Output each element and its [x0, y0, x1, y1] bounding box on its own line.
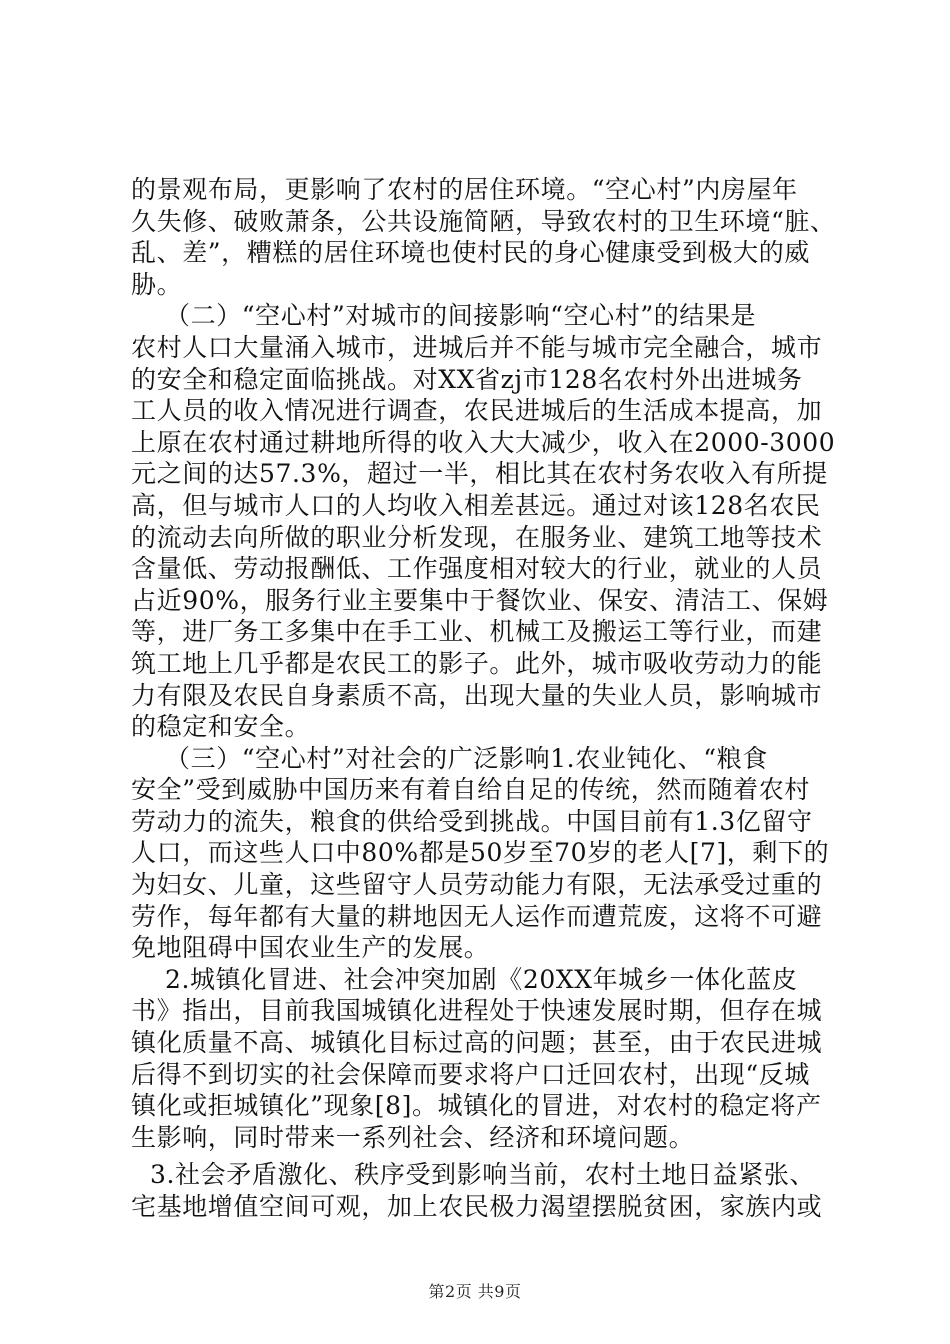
text-line: 3.社会矛盾激化、秩序受到影响当前，农村土地日益紧张、: [150, 1160, 816, 1190]
text-line: 生影响，同时带来一系列社会、经济和环境问题。: [131, 1122, 695, 1152]
text-line: 上原在农村通过耕地所得的收入大大减少，收入在2000-3000: [131, 427, 836, 457]
text-line: 劳动力的流失，粮食的供给受到挑战。中国目前有1.3亿留守: [131, 806, 813, 836]
text-line: 人口，而这些人口中80%都是50岁至70岁的老人[7]，剩下的: [131, 838, 830, 868]
text-line: 的景观布局，更影响了农村的居住环境。“空心村”内房屋年: [131, 175, 798, 204]
text-line: 宅基地增值空间可观，加上农民极力渴望摆脱贫困，家族内或: [131, 1192, 823, 1221]
text-line: 高，但与城市人口的人均收入相差甚远。通过对该128名农民: [131, 490, 821, 520]
text-line: （三）“空心村”对社会的广泛影响1.农业钝化、“粮食: [165, 743, 768, 773]
text-line: 劳作，每年都有大量的耕地因无人运作而遭荒废，这将不可避: [131, 901, 823, 931]
text-line: 元之间的达57.3%，超过一半，相比其在农村务农收入有所提: [131, 459, 828, 489]
text-line: 书》指出，目前我国城镇化进程处于快速发展时期，但存在城: [131, 996, 823, 1026]
text-line: 久失修、破败萧条，公共设施简陋，导致农村的卫生环境“脏、: [131, 206, 836, 236]
text-line: 后得不到切实的社会保障而要求将户口迁回农村，出现“反城: [131, 1059, 810, 1089]
body-text: [131, 174, 836, 1223]
text-line: 占近90%，服务行业主要集中于餐饮业、保安、清洁工、保姆: [131, 585, 829, 615]
text-line: 的流动去向所做的职业分析发现，在服务业、建筑工地等技术: [131, 522, 823, 552]
text-line: 筑工地上几乎都是农民工的影子。此外，城市吸收劳动力的能: [131, 648, 823, 678]
text-line: 工人员的收入情况进行调查，农民进城后的生活成本提高，加: [131, 396, 823, 426]
text-line: 镇化质量不高、城镇化目标过高的问题；甚至，由于农民进城: [131, 1028, 823, 1058]
text-line: 等，进厂务工多集中在手工业、机械工及搬运工等行业，而建: [131, 617, 823, 647]
text-line: 2.城镇化冒进、社会冲突加剧《20XX年城乡一体化蓝皮: [165, 964, 798, 994]
text-line: 的安全和稳定面临挑战。对XX省zj市128名农村外出进城务: [131, 364, 803, 394]
text-line: 农村人口大量涌入城市，进城后并不能与城市完全融合，城市: [131, 332, 823, 362]
text-line: 胁。: [131, 269, 183, 299]
text-line: 镇化或拒城镇化”现象[8]。城镇化的冒进，对农村的稳定将产: [131, 1091, 822, 1121]
text-line: 力有限及农民自身素质不高，出现大量的失业人员，影响城市: [131, 680, 823, 710]
page-footer: 第2页 共9页: [428, 1282, 522, 1301]
text-line: 安全”受到威胁中国历来有着自给自足的传统，然而随着农村: [131, 775, 810, 805]
text-line: （二）“空心村”对城市的间接影响“空心村”的结果是: [165, 301, 757, 331]
text-line: 乱、差”，糟糕的居住环境也使村民的身心健康受到极大的威: [131, 238, 810, 268]
text-line: 含量低、劳动报酬低、工作强度相对较大的行业，就业的人员: [131, 554, 823, 584]
text-line: 免地阻碍中国农业生产的发展。: [131, 933, 490, 963]
text-line: 为妇女、儿童，这些留守人员劳动能力有限，无法承受过重的: [131, 870, 823, 900]
text-line: 的稳定和安全。: [131, 712, 311, 742]
